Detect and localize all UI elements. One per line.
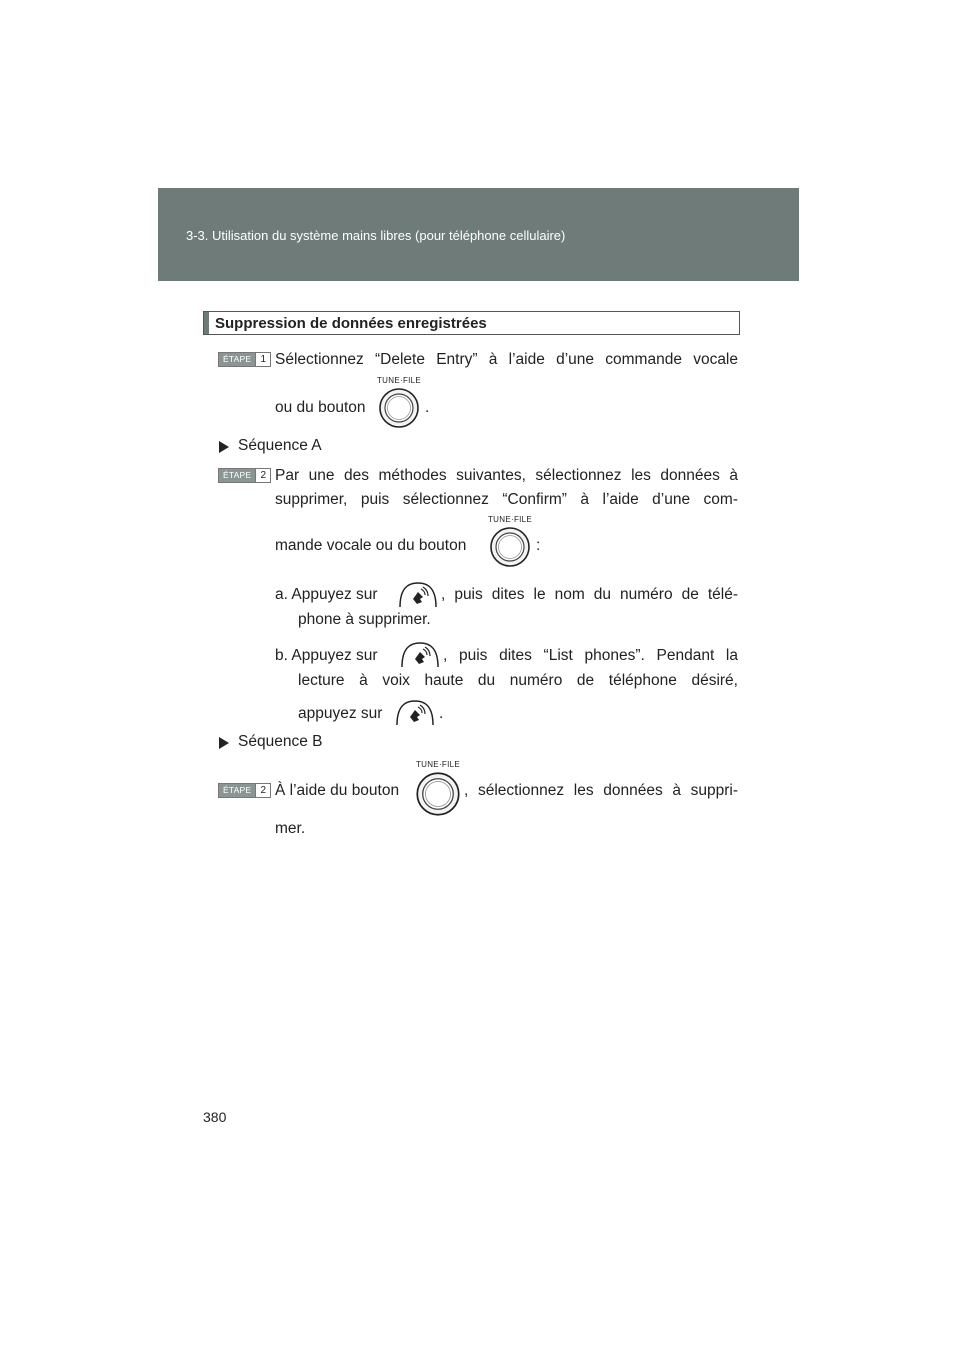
talk-switch-icon [393,698,437,728]
step2b-text-pre: À l’aide du bouton [275,782,400,799]
item-a-prefix: a. Appuyez sur [275,586,378,603]
knob-label: TUNE·FILE [415,760,461,769]
step2a-text-line2: supprimer, puis sélectionnez “Confirm” à l’aide d’une com- [275,491,738,508]
step-number: 2 [255,469,270,482]
knob-label: TUNE·FILE [488,515,533,524]
talk-switch-icon [396,580,440,610]
step-number: 1 [255,353,270,366]
triangle-bullet-icon [219,441,229,453]
step2a-text-line1: Par une des méthodes suivantes, sélectionnez les données à [275,467,738,484]
step-label: ÉTAPE [219,469,255,482]
item-a-line2: phone à supprimer. [298,611,431,628]
step-badge-1 [218,352,271,367]
step1-text-end: . [425,399,430,416]
tune-file-knob-icon [414,760,462,818]
step-badge-2a [218,468,271,483]
item-b-prefix: b. Appuyez sur [275,647,378,664]
step1-text-line1: Sélectionnez “Delete Entry” à l’aide d’une commande vocale [275,351,738,368]
chapter-header [158,188,799,281]
item-b-line2: lecture à voix haute du numéro de téléphone désiré, [298,672,738,689]
item-b-line3: appuyez sur [298,705,383,722]
step2a-text-line3: mande vocale ou du bouton [275,537,467,554]
tune-file-knob-icon [488,515,532,571]
knob-label: TUNE·FILE [377,376,422,385]
breadcrumb: 3-3. Utilisation du système mains libres (pour téléphone cellulaire) [186,228,566,243]
step2b-text-post: , sélectionnez les données à suppri- [464,782,738,799]
section-heading [203,311,740,335]
step2b-text-line2: mer. [275,820,306,837]
step2a-text-end: : [536,537,541,554]
talk-switch-icon [398,640,442,670]
page-number: 380 [203,1109,227,1125]
step-label: ÉTAPE [219,353,255,366]
sequence-a-label: Séquence A [238,437,322,454]
sequence-b-label: Séquence B [238,733,323,750]
section-accent-bar [204,312,209,334]
item-a-line1: , puis dites le nom du numéro de télé- [441,586,738,603]
tune-file-knob-icon [377,376,421,432]
step1-text-line2: ou du bouton [275,399,366,416]
item-b-end: . [439,705,444,722]
step-number: 2 [255,784,270,797]
section-title: Suppression de données enregistrées [215,315,487,332]
step-label: ÉTAPE [219,784,255,797]
triangle-bullet-icon [219,737,229,749]
step-badge-2b [218,783,271,798]
item-b-line1: , puis dites “List phones”. Pendant la [443,647,738,664]
